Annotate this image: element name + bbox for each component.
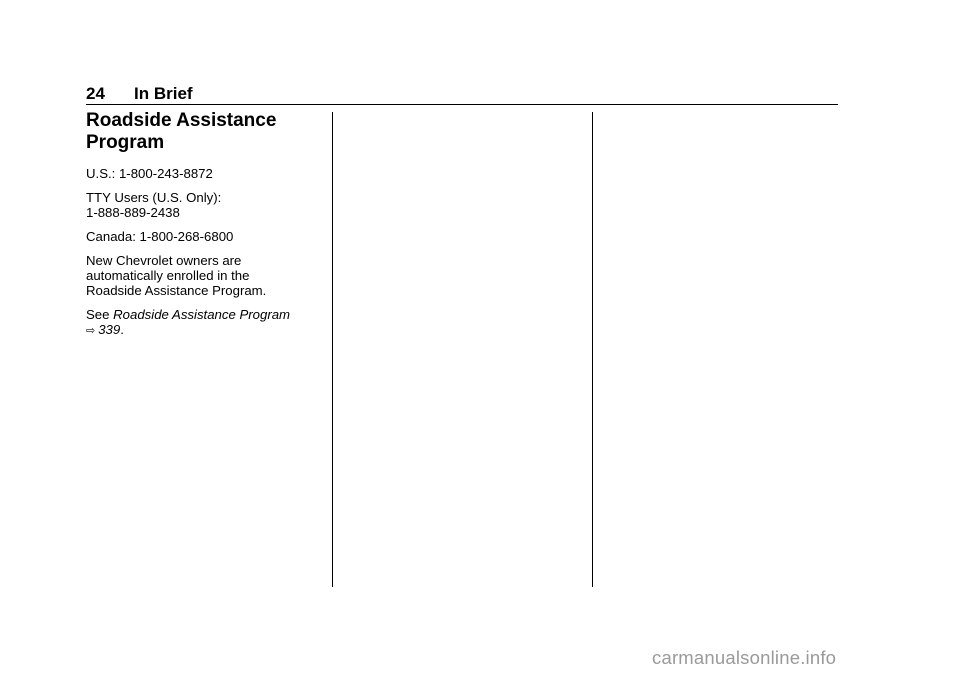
column-left bbox=[86, 110, 322, 339]
watermark: carmanualsonline.info bbox=[652, 647, 837, 668]
section-title bbox=[86, 110, 322, 154]
section-name: In Brief bbox=[134, 84, 193, 103]
owners-line: New Chevrolet owners are bbox=[86, 253, 242, 268]
column-divider bbox=[592, 112, 593, 587]
page-header bbox=[86, 82, 838, 105]
see-reference bbox=[86, 307, 322, 339]
us-phone-text: U.S.: 1-800-243-8872 bbox=[86, 166, 213, 181]
section-title-line: Program bbox=[86, 132, 165, 153]
canada-phone-text: Canada: 1-800-268-6800 bbox=[86, 229, 234, 244]
see-suffix: . bbox=[120, 322, 124, 337]
column-divider bbox=[332, 112, 333, 587]
tty-number: 1-888-889-2438 bbox=[86, 205, 180, 220]
tty-label: TTY Users (U.S. Only): bbox=[86, 190, 222, 205]
section-title-line: Roadside Assistance bbox=[86, 110, 277, 131]
owners-text bbox=[86, 253, 322, 298]
page-arrow-icon: ⇨ bbox=[86, 325, 96, 337]
page-number: 24 bbox=[86, 84, 105, 103]
owners-line: Roadside Assistance Program. bbox=[86, 283, 267, 298]
owners-line: automatically enrolled in the bbox=[86, 268, 250, 283]
reference-link-title[interactable]: Roadside Assistance Program bbox=[113, 307, 291, 322]
see-prefix: See bbox=[86, 307, 110, 322]
reference-page-number[interactable]: 339 bbox=[98, 322, 121, 337]
tty-phone-text bbox=[86, 190, 322, 220]
